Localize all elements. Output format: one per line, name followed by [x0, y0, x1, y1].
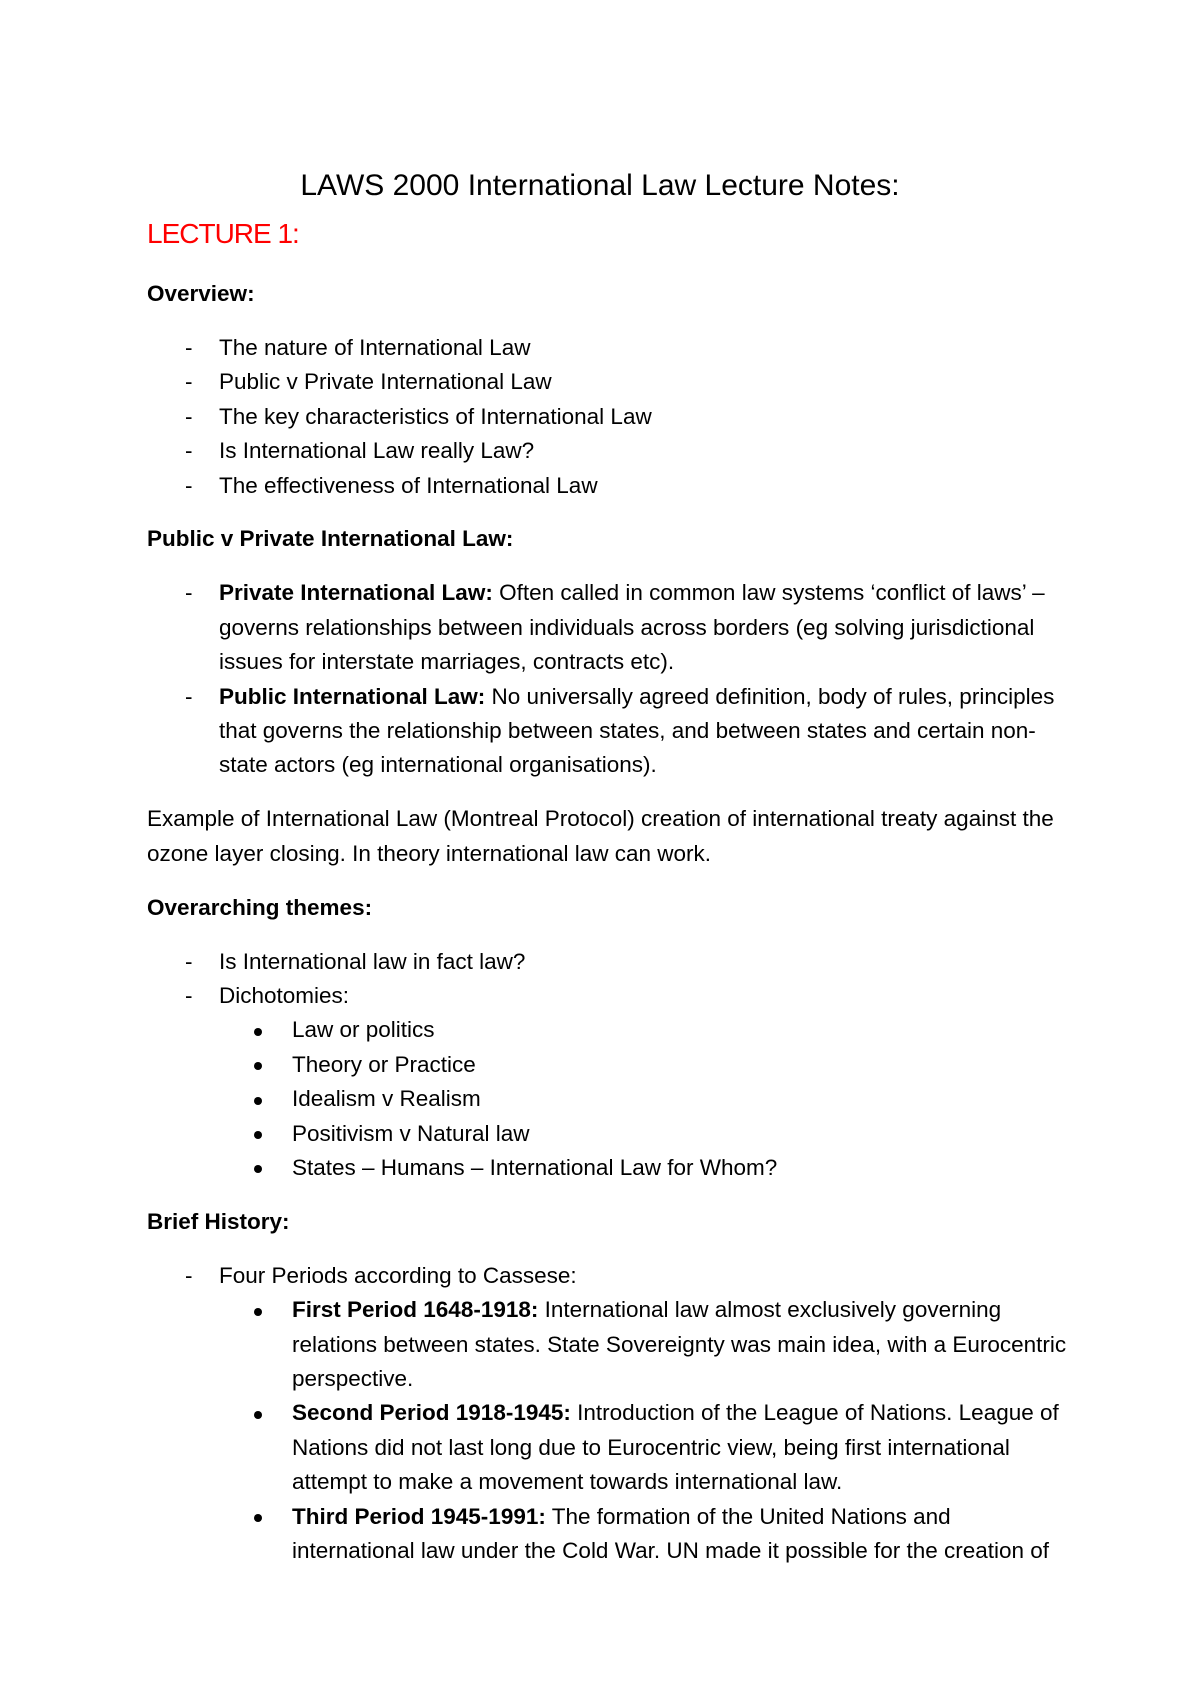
list-item-text: Is International law in fact law?	[219, 948, 526, 974]
period-line: attempt to make a movement towards international law.	[292, 1469, 843, 1495]
list-item-line: that governs the relationship between states, and between states and certain non-	[219, 717, 1036, 743]
period-label: First Period 1648-1918:	[292, 1297, 539, 1323]
period-line: international law under the Cold War. UN made it possible for the creation of	[292, 1538, 1050, 1563]
dash-marker: -	[185, 982, 193, 1008]
bullet-icon	[254, 1411, 262, 1419]
list-item-line: issues for interstate marriages, contracts etc).	[219, 649, 675, 675]
dash-marker: -	[185, 1262, 193, 1288]
bullet-icon	[254, 1308, 262, 1316]
list-item	[147, 945, 1107, 979]
list-item	[147, 979, 1107, 1013]
paragraph-line: ozone layer closing. In theory international law can work.	[147, 840, 712, 866]
sub-list-item-text: Idealism v Realism	[292, 1086, 481, 1112]
paragraph-line: Example of International Law (Montreal Protocol) creation of international treaty against the	[147, 806, 1054, 832]
list-item	[147, 365, 1107, 399]
dash-marker: -	[185, 472, 193, 498]
lecture-content	[147, 277, 1107, 1588]
sub-list-item-text: Positivism v Natural law	[292, 1120, 530, 1146]
list-item	[147, 400, 1107, 434]
overarching-themes-list	[147, 945, 1107, 1186]
public-v-private-heading: Public v Private International Law:	[147, 526, 514, 552]
dash-marker: -	[185, 369, 193, 395]
period-line	[292, 1396, 1107, 1430]
list-item-text: Four Periods according to Cassese:	[219, 1262, 577, 1288]
term-description: No universally agreed definition, body of rules, principles	[491, 683, 1055, 709]
list-item-line	[219, 680, 1107, 714]
bullet-icon	[254, 1097, 262, 1105]
term-description: Often called in common law systems ‘conflict of laws’ –	[499, 580, 1045, 606]
dash-marker: -	[185, 403, 193, 429]
sub-list-item	[147, 1117, 1107, 1151]
document-title: LAWS 2000 International Law Lecture Notes:	[300, 169, 900, 202]
period-description: International law almost exclusively governing	[544, 1297, 1002, 1323]
list-item-text: Dichotomies:	[219, 982, 350, 1008]
list-item-text: The nature of International Law	[219, 334, 531, 360]
bullet-icon	[254, 1028, 262, 1036]
public-v-private-list	[147, 576, 1107, 782]
list-item	[147, 434, 1107, 468]
period-description: Introduction of the League of Nations. League of	[577, 1400, 1059, 1426]
period-line: perspective.	[292, 1365, 414, 1391]
period-description: The formation of the United Nations and	[551, 1503, 951, 1529]
period-item-first	[147, 1293, 1107, 1396]
period-item-second	[147, 1396, 1107, 1499]
period-item-third	[147, 1500, 1107, 1569]
list-item-text: Is International Law really Law?	[219, 438, 535, 464]
sub-list-item-text: States – Humans – International Law for Whom?	[292, 1154, 778, 1180]
period-label: Third Period 1945-1991:	[292, 1503, 546, 1529]
bullet-icon	[254, 1514, 262, 1522]
overview-list	[147, 331, 1107, 503]
sub-list-item	[147, 1013, 1107, 1047]
list-item-line: governs relationships between individuals across borders (eg solving jurisdictional	[219, 614, 1035, 640]
overarching-themes-heading: Overarching themes:	[147, 894, 373, 920]
lecture-heading: LECTURE 1:	[147, 218, 299, 249]
bullet-icon	[254, 1062, 262, 1070]
term-label: Private International Law:	[219, 580, 493, 606]
list-item-public-international-law	[147, 680, 1107, 783]
list-item	[147, 1259, 1107, 1293]
list-item-text: The key characteristics of International Law	[219, 403, 652, 429]
brief-history-list	[147, 1259, 1107, 1569]
dash-marker: -	[185, 683, 193, 709]
sub-list-item-text: Theory or Practice	[292, 1051, 476, 1077]
bullet-icon	[254, 1131, 262, 1139]
dash-marker: -	[185, 438, 193, 464]
list-item	[147, 331, 1107, 365]
brief-history-heading: Brief History:	[147, 1208, 290, 1234]
list-item-line	[219, 576, 1107, 610]
dash-marker: -	[185, 580, 193, 606]
list-item-text: Public v Private International Law	[219, 369, 552, 395]
list-item-text: The effectiveness of International Law	[219, 472, 598, 498]
sub-list-item	[147, 1151, 1107, 1185]
list-item-line: state actors (eg international organisations).	[219, 752, 657, 778]
period-line	[292, 1293, 1107, 1327]
dash-marker: -	[185, 948, 193, 974]
bullet-icon	[254, 1165, 262, 1173]
overview-heading: Overview:	[147, 281, 255, 306]
sub-list-item-text: Law or politics	[292, 1017, 435, 1043]
sub-list-item	[147, 1048, 1107, 1082]
period-line: relations between states. State Sovereignty was main idea, with a Eurocentric	[292, 1331, 1067, 1357]
period-line	[292, 1500, 1107, 1534]
list-item	[147, 469, 1107, 503]
period-label: Second Period 1918-1945:	[292, 1400, 571, 1426]
list-item-private-international-law	[147, 576, 1107, 679]
period-line: Nations did not last long due to Eurocentric view, being first international	[292, 1434, 1010, 1460]
term-label: Public International Law:	[219, 683, 486, 709]
example-paragraph	[147, 802, 1107, 871]
dash-marker: -	[185, 334, 193, 360]
sub-list-item	[147, 1082, 1107, 1116]
